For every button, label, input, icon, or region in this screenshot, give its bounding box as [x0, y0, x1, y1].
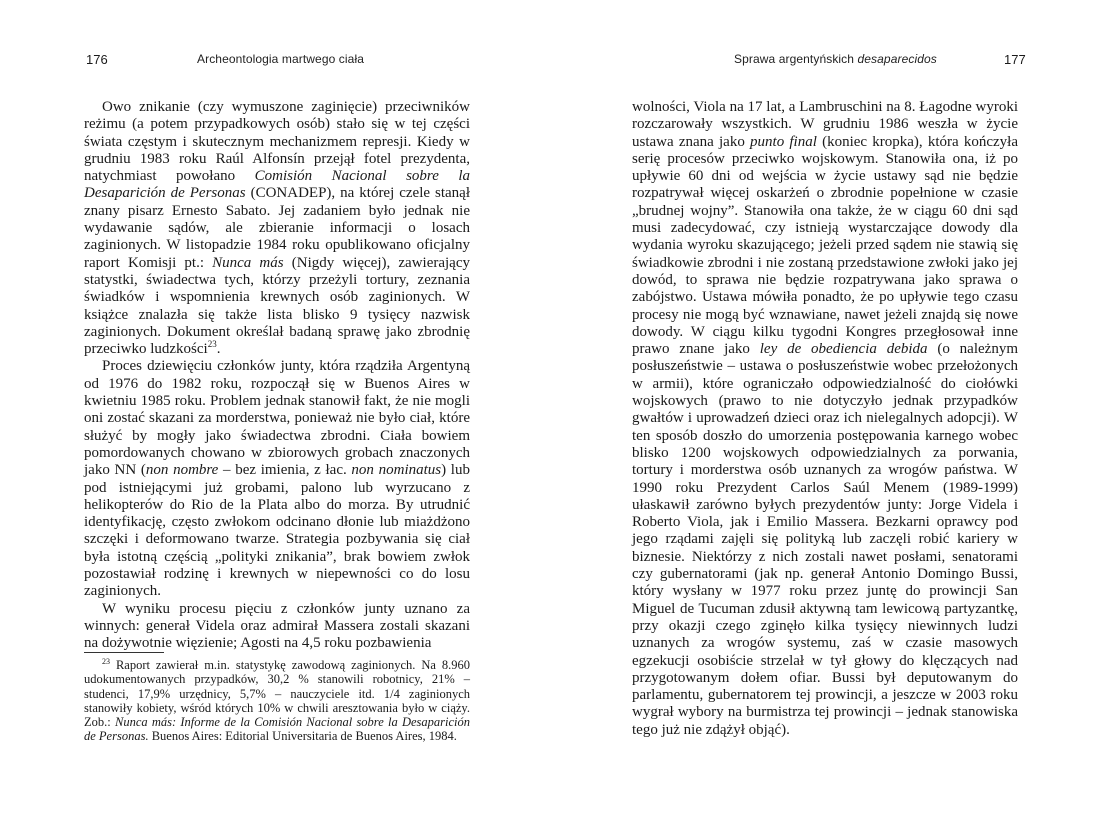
text-run: (o należnym posłuszeństwie – ustawa o posłuszeństwie wobec przełożonych w armii), które ograniczało odpowiedzialność do ciołówki wojskowych (prawo to nie dotyczyło jednak przypadków gwałtów i uprowadzeń dzieci oraz ich nielegalnych adopcji). W ten sposób doszło do umorzenia postępowania karnego wobec blisko 1200 wojskowych odpowiedzialnych za porwania, tortury i morderstwa osób uznanych za wrogów państwa. W 1990 roku Prezydent Carlos Saúl Menem (1989-1999) ułaskawił zarówno byłych prezydentów junty: Jorge Videla i Roberto Viola, jak i Emilio Massera. Bezkarni oprawcy pod jego rządami zajęli się polityką lub zaczęli robić kariery w biznesie. Niektórzy z nich zostali nawet posłami, senatorami czy gubernatorami (jak np. generał Antonio Domingo Bussi, który wysłany w 1977 roku przez juntę do prowincji San Miguel de Tucuman zdusił aktywną tam lewicową partyzantkę, przy okazji czego zginęło kilka tysięcy niewinnych ludzi uznanych za wrogów systemu, zaś w czasie masowych egzekucji osobiście strzelał w tył głowy do klęczących nad przygotowanym dołem ofiar. Bussi był deputowanym do parlamentu, gubernatorem tej prowincji, a jeszcze w 2003 roku wygrał wybory na burmistrza tej prowincji – jednak stanowiska tego już nie zdążył objąć). — [632, 341, 1018, 738]
text-run: Owo znikanie (czy wymuszone zaginięcie) przeciwników reżimu (a potem przypadkowych osób) stało się w tej części świata częstym i skutecznym mechanizmem represji. Kiedy w grudniu 1983 roku Raúl Alfonsín przejął fotel prezydenta, natychmiast powołano — [84, 99, 470, 185]
italic-text: non nominatus — [351, 462, 442, 479]
footnote-marker: 23 — [102, 656, 110, 666]
text-run: (Nigdy więcej), zawierający statystki, świadectwa tych, którzy przeżyli tortury, zeznania świadków i wspomnienia krewnych osób zaginionych. W książce znalazła się także lista blisko 9 tysięcy nazwisk zaginionych. Dokument określał badaną sprawę jako zbrodnię przeciwko ludzkości — [84, 254, 470, 358]
text-run: wolności, Viola na 17 lat, a Lambruschini na 8. Łagodne wyroki rozczarowały wszystkich. W grudniu 1986 weszła w życie ustawa znana jako — [632, 99, 1018, 150]
text-run: (koniec kropka), która kończyła serię procesów przeciwko wojskowym. Stanowiła ona, iż po upływie 60 dni od wejścia w życie ustawy sąd nie będzie rozpatrywał więcej oskarżeń o zbrodnie popełnione w czasie „brudnej wojny”. Stanowiła ona także, że w ciągu 60 dni sąd musi zadecydować, czy istnieją wystarczające dowody dla wydania wyroku skazującego; jeżeli przed sądem nie stawią się świadkowie zbrodni i nie zostaną przedstawione zwłoki jako jej dowód, to sprawa nie będzie rozpatrywana jako sprawa o zabójstwo. Ustawa mówiła ponadto, że po upływie tego czasu procesy nie mogą być wznawiane, nawet jeżeli znajdą się nowe dowody. W ciągu kilku tygodni Kongres przegłosował inne prawo znane jako — [632, 133, 1019, 358]
body-text — [632, 99, 1018, 739]
text-run: – bez imienia, z łac. — [218, 462, 352, 479]
italic-text: Comisión Nacional sobre la Desaparición de Personas — [84, 168, 471, 202]
running-head-text: Sprawa argentyńskich — [734, 52, 858, 66]
italic-text: punto final — [750, 133, 817, 150]
footnote-text — [84, 658, 470, 744]
text-run: . — [216, 341, 221, 358]
text-run: Raport zawierał m.in. statystykę zawodową zaginionych. Na 8.960 udokumentowanych przypadków, 30,2 % stanowili robotnicy, 21% – studenci, 17,9% urzędnicy, 5,7% – nauczyciele itd. 1/4 zaginionych stanowiły kobiety, wśród których 10% w chwili aresztowania było w ciąży. Zob.: — [84, 658, 470, 730]
paragraph — [84, 601, 470, 653]
footnote-marker: 23 — [207, 339, 217, 350]
paragraph — [84, 358, 470, 600]
running-head — [734, 52, 937, 66]
text-run: Proces dziewięciu członków junty, która rządziła Argentyną od 1976 do 1982 roku, rozpoczął się w Buenos Aires w kwietniu 1985 roku. Problem jednak stanowił fakt, że nie mogli oni zostać skazani za morderstwa, ponieważ nie było ciał, które służyć by mogły jako świadectwa zbrodni. Ciała bowiem pomordowanych chowano w zbiorowych grobach znaczonych jako NN ( — [84, 358, 470, 479]
running-head: Archeontologia martwego ciała — [197, 52, 364, 66]
footnote — [84, 658, 470, 744]
text-run: (CONADEP), na której czele stanął znany pisarz Ernesto Sabato. Jej zadaniem było jednak nie wydawanie sądów, ale zbieranie informacji o losach zaginionych. W listopadzie 1984 roku opublikowano oficjalny raport Komisji pt.: — [84, 185, 470, 271]
italic-text: non nombre — [145, 462, 219, 479]
right-page — [550, 0, 1100, 836]
page-number: 177 — [1004, 52, 1026, 67]
text-run: Buenos Aires: Editorial Universitaria de Buenos Aires, 1984. — [148, 729, 457, 744]
paragraph — [84, 99, 470, 358]
running-head-italic: desaparecidos — [857, 52, 937, 66]
footnote-rule — [84, 652, 164, 653]
text-run: ) lub pod istniejącymi już grobami, palono lub wyrzucano z helikopterów do Rio de la Plata albo do morza. By utrudnić identyfikację, często zwłokom odcinano dłonie lub miażdżono szczęki i deformowano twarze. Strategia pozbywania się ciał była istotną częścią „polityki znikania”, brak bowiem zwłok pozostawiał rodzinę i krewnych w niepewności co do losu zaginionych. — [84, 462, 470, 600]
page-number: 176 — [86, 52, 108, 67]
text-run: W wyniku procesu pięciu z członków junty uznano za winnych: generał Videla oraz admirał Massera zostali skazani na dożywotnie więzienie; Agosti na 4,5 roku pozbawienia — [84, 600, 470, 652]
italic-text: Nunca más — [212, 254, 284, 271]
body-text — [84, 99, 470, 653]
italic-text: ley de obediencia debida — [759, 341, 928, 358]
paragraph — [632, 99, 1018, 739]
italic-text: Nunca más: Informe de la Comisión Nacional sobre la Desaparición de Personas. — [84, 715, 470, 744]
